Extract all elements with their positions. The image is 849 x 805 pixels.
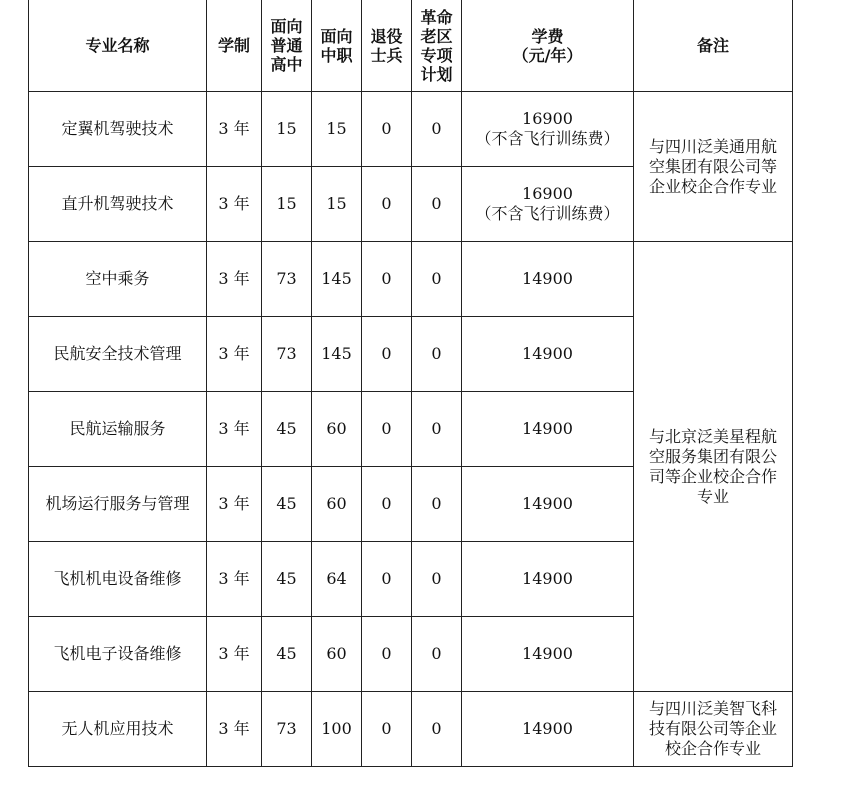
- header-tuition: [462, 0, 634, 92]
- vocational-cell: 60: [312, 392, 362, 467]
- vocational-cell: 145: [312, 317, 362, 392]
- header-revolution-line: 老区: [420, 26, 453, 46]
- tuition-value: 16900: [522, 184, 573, 203]
- header-tuition-line: 学费: [531, 26, 564, 46]
- header-veterans: [362, 0, 412, 92]
- header-general-hs-line: 高中: [270, 55, 303, 74]
- general-hs-cell: 73: [262, 692, 312, 767]
- remark-line: 企业校企合作专业: [648, 176, 777, 196]
- veterans-cell: 0: [362, 542, 412, 617]
- major-name: 直升机驾驶技术: [29, 167, 207, 242]
- revolution-cell: 0: [412, 467, 462, 542]
- header-remark: 备注: [634, 0, 793, 92]
- vocational-cell: 15: [312, 167, 362, 242]
- tuition-value: 16900: [522, 109, 573, 128]
- years-cell: 3 年: [207, 542, 262, 617]
- tuition-cell: 14900: [462, 617, 634, 692]
- veterans-cell: 0: [362, 467, 412, 542]
- years-cell: 3 年: [207, 692, 262, 767]
- table-row: [29, 692, 793, 767]
- general-hs-cell: 15: [262, 92, 312, 167]
- vocational-cell: 100: [312, 692, 362, 767]
- tuition-cell: 14900: [462, 392, 634, 467]
- veterans-cell: 0: [362, 92, 412, 167]
- header-revolution-line: 计划: [420, 64, 453, 84]
- header-revolution-line: 革命: [420, 7, 453, 27]
- remark-line: 与四川泛美智飞科: [648, 699, 777, 718]
- vocational-cell: 15: [312, 92, 362, 167]
- tuition-cell: [462, 92, 634, 167]
- header-tuition-line: （元/年）: [512, 45, 583, 65]
- veterans-cell: 0: [362, 392, 412, 467]
- remark-line: 与四川泛美通用航: [648, 136, 777, 156]
- veterans-cell: 0: [362, 317, 412, 392]
- general-hs-cell: 45: [262, 392, 312, 467]
- tuition-cell: 14900: [462, 542, 634, 617]
- general-hs-cell: 45: [262, 617, 312, 692]
- header-general-hs-line: 面向: [270, 17, 303, 36]
- years-cell: 3 年: [207, 242, 262, 317]
- general-hs-cell: 73: [262, 317, 312, 392]
- header-major: 专业名称: [29, 0, 207, 92]
- tuition-cell: 14900: [462, 467, 634, 542]
- header-vocational-line: 面向: [320, 26, 353, 46]
- revolution-cell: 0: [412, 242, 462, 317]
- revolution-cell: 0: [412, 92, 462, 167]
- tuition-cell: [462, 167, 634, 242]
- revolution-cell: 0: [412, 617, 462, 692]
- tuition-cell: 14900: [462, 692, 634, 767]
- vocational-cell: 145: [312, 242, 362, 317]
- table-row: [29, 92, 793, 167]
- remark-line: 司等企业校企合作: [648, 466, 777, 486]
- tuition-note: （不含飞行训练费）: [475, 204, 620, 223]
- major-name: 空中乘务: [29, 242, 207, 317]
- major-name: 无人机应用技术: [29, 692, 207, 767]
- remark-line: 校企合作专业: [664, 739, 761, 758]
- veterans-cell: 0: [362, 167, 412, 242]
- revolution-cell: 0: [412, 392, 462, 467]
- header-veterans-line: 退役: [370, 26, 403, 46]
- remark-line: 专业: [696, 486, 729, 506]
- general-hs-cell: 15: [262, 167, 312, 242]
- years-cell: 3 年: [207, 317, 262, 392]
- revolution-cell: 0: [412, 317, 462, 392]
- header-vocational-line: 中职: [320, 45, 353, 65]
- header-row: [29, 0, 793, 92]
- revolution-cell: 0: [412, 167, 462, 242]
- years-cell: 3 年: [207, 167, 262, 242]
- vocational-cell: 60: [312, 617, 362, 692]
- major-name: 民航安全技术管理: [29, 317, 207, 392]
- remark-cell: [634, 242, 793, 692]
- remark-line: 空集团有限公司等: [648, 156, 777, 176]
- remark-line: 空服务集团有限公: [648, 446, 777, 466]
- vocational-cell: 60: [312, 467, 362, 542]
- general-hs-cell: 73: [262, 242, 312, 317]
- major-name: 飞机机电设备维修: [29, 542, 207, 617]
- veterans-cell: 0: [362, 242, 412, 317]
- years-cell: 3 年: [207, 392, 262, 467]
- revolution-cell: 0: [412, 542, 462, 617]
- tuition-cell: 14900: [462, 242, 634, 317]
- header-veterans-line: 士兵: [370, 45, 403, 65]
- years-cell: 3 年: [207, 467, 262, 542]
- major-name: 民航运输服务: [29, 392, 207, 467]
- header-vocational: [312, 0, 362, 92]
- years-cell: 3 年: [207, 617, 262, 692]
- revolution-cell: 0: [412, 692, 462, 767]
- major-name: 飞机电子设备维修: [29, 617, 207, 692]
- major-name: 机场运行服务与管理: [29, 467, 207, 542]
- remark-line: 与北京泛美星程航: [648, 426, 777, 446]
- remark-cell: [634, 92, 793, 242]
- vocational-cell: 64: [312, 542, 362, 617]
- veterans-cell: 0: [362, 617, 412, 692]
- remark-line: 技有限公司等企业: [648, 719, 777, 738]
- tuition-cell: 14900: [462, 317, 634, 392]
- tuition-note: （不含飞行训练费）: [475, 129, 620, 148]
- header-years: 学制: [207, 0, 262, 92]
- enrollment-table: [28, 0, 793, 767]
- veterans-cell: 0: [362, 692, 412, 767]
- header-revolution: [412, 0, 462, 92]
- years-cell: 3 年: [207, 92, 262, 167]
- table-row: [29, 242, 793, 317]
- major-name: 定翼机驾驶技术: [29, 92, 207, 167]
- header-general-hs-line: 普通: [270, 36, 303, 55]
- general-hs-cell: 45: [262, 542, 312, 617]
- remark-cell: [634, 692, 793, 767]
- header-revolution-line: 专项: [420, 45, 453, 65]
- header-general-hs: [262, 0, 312, 92]
- general-hs-cell: 45: [262, 467, 312, 542]
